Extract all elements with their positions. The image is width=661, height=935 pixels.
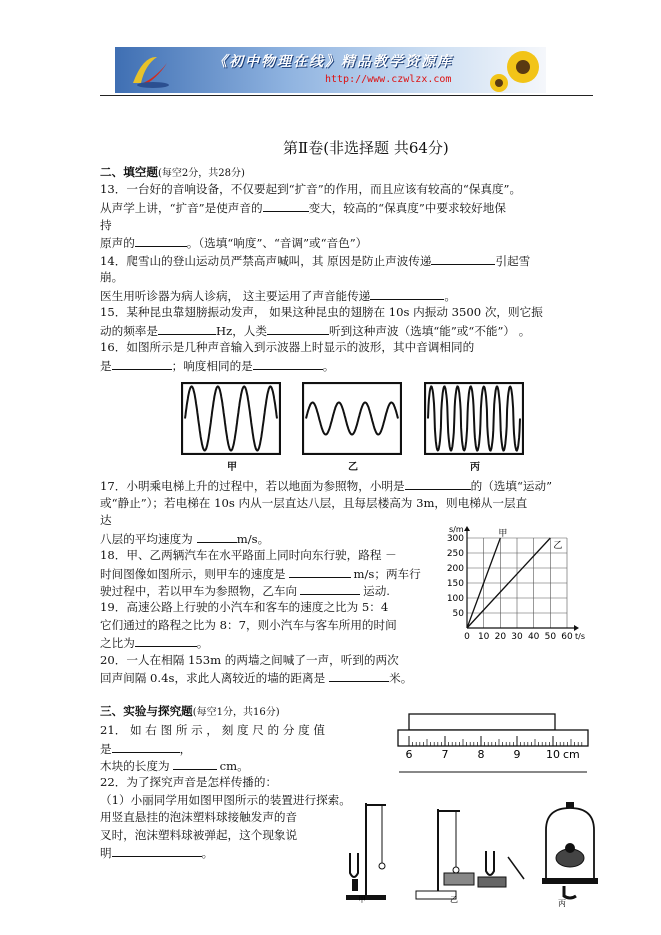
q17-text-b: 的（选填“运动” [470, 479, 553, 493]
q13-line2 [100, 200, 506, 216]
q16-text-b: ；响度相同的是 [171, 359, 253, 373]
q21-blank-1[interactable] [112, 741, 180, 753]
y-tick-label: 150 [446, 579, 464, 589]
x-tick-label: 20 [494, 632, 507, 642]
q14-text-a: 14．爬雪山的登山运动员严禁高声喊叫，其 原因是防止声波传递 [100, 254, 432, 268]
q14-text-c: 医生用听诊器为病人诊病， 这主要运用了声音能传递 [100, 289, 371, 303]
q21-text-a: 是 [100, 742, 112, 756]
banner-url[interactable]: http://www.czwlzx.com [325, 74, 452, 85]
q18-text-d: 运动. [363, 584, 390, 598]
q13-blank-1[interactable] [263, 200, 309, 212]
series-label-yi: 乙 [553, 541, 563, 551]
q22-line5 [100, 845, 213, 861]
q13-text-d: 。（选填“响度”、“音调”或“音色”） [186, 236, 368, 250]
q13-text-b: 变大，较高的“保真度”中要求较好地保 [308, 201, 506, 215]
q19-line2: 它们通过的路程之比为 8：7，则小汽车与客车所用的时间 [100, 618, 397, 632]
q17-text-c: 八层的平均速度为 [100, 532, 193, 546]
q14-line1 [100, 253, 530, 269]
q21-blank-2[interactable] [173, 758, 217, 770]
x-tick-label: 0 [464, 632, 470, 642]
apparatus-label-jia: 甲 [358, 895, 366, 903]
ruler-tick-label: 10 [546, 748, 560, 761]
q15-line2 [100, 323, 530, 339]
q16-line2 [100, 358, 334, 374]
wave-label-yi: 乙 [348, 462, 358, 473]
apparatus-bing [540, 800, 600, 908]
q18-line3 [100, 583, 390, 599]
q21-text-c: 木块的长度为 [100, 759, 170, 773]
q19-blank-1[interactable] [135, 635, 197, 647]
q19-line1: 19．高速公路上行驶的小汽车和客车的速度之比为 5：4 [100, 600, 389, 614]
q21-line1: 21． 如 右 图 所 示 ， 刻 度 尺 的 分 度 值 [100, 723, 325, 737]
banner [115, 47, 546, 93]
q21-text-d: cm。 [219, 759, 249, 773]
st-graph [440, 520, 585, 655]
y-tick-label: 200 [446, 564, 464, 574]
q17-text-d: m/s。 [236, 532, 270, 546]
q20-line2 [100, 670, 412, 686]
q13-line4 [100, 235, 367, 251]
q18-text-c: 驶过程中，若以甲车为参照物，乙车向 [100, 584, 298, 598]
q16-blank-1[interactable] [112, 358, 172, 370]
q13-text-c: 原声的 [100, 236, 135, 250]
series-label-jia: 甲 [498, 529, 508, 539]
apparatus-label-yi: 乙 [450, 895, 458, 903]
q22-line2: （1）小丽同学用如图甲图所示的装置进行探索。 [100, 793, 351, 807]
q14-line2: 崩。 [100, 270, 124, 284]
apparatus-label-bing: 丙 [558, 899, 566, 908]
q18-text-a: 时间图像如图所示，则甲车的速度是 [100, 567, 286, 581]
x-axis-label: t/s [575, 632, 585, 641]
q18-line2 [100, 566, 421, 582]
q18-text-b: m/s；两车行 [353, 567, 421, 581]
ruler-tick-label: 7 [441, 748, 449, 761]
q20-text-a: 回声间隔 0.4s，求此人离较近的墙的距离是 [100, 671, 326, 685]
q20-blank-1[interactable] [329, 670, 389, 682]
wooden-block [409, 714, 555, 730]
y-tick-label: 300 [446, 534, 464, 544]
q14-text-d: 。 [444, 289, 456, 303]
x-tick-label: 60 [561, 632, 573, 642]
ruler-tick-label: 6 [405, 748, 413, 761]
exp-heading-line [100, 704, 280, 720]
sunflower-icon [487, 47, 546, 93]
x-tick-label: 40 [527, 632, 540, 642]
q22-blank-1[interactable] [112, 845, 202, 857]
q17-line3: 达 [100, 513, 112, 527]
q13-blank-2[interactable] [135, 235, 187, 247]
q22-line4: 叉时，泡沫塑料球被弹起，这个现象说 [100, 828, 298, 842]
q14-blank-2[interactable] [370, 288, 444, 300]
q18-blank-1[interactable] [289, 566, 351, 578]
q16-blank-2[interactable] [253, 358, 323, 370]
x-axis-arrow [574, 625, 579, 631]
waveform-yi [302, 382, 402, 455]
q14-text-b: 引起雪 [495, 254, 531, 268]
q15-blank-1[interactable] [158, 323, 216, 335]
x-tick-label: 30 [511, 632, 523, 642]
banner-title: 《初中物理在线》精品教学资源库 [213, 54, 453, 70]
y-axis-arrow [464, 526, 470, 531]
y-axis-label: s/m [449, 525, 464, 534]
q21-line3 [100, 758, 249, 774]
fill-heading: 二、填空题 [100, 165, 158, 179]
exp-note: (每空1分，共16分) [192, 707, 280, 718]
q20-line1: 20．一人在相隔 153m 的两墙之间喊了一声，听到的两次 [100, 653, 399, 667]
q22-line3: 用竖直悬挂的泡沫塑料球接触发声的音 [100, 810, 298, 824]
q16-text-c: 。 [322, 359, 335, 373]
exp-heading: 三、实验与探究题 [100, 704, 193, 718]
q13-line1: 13．一台好的音响设备，不仅要起到“扩音”的作用，而且应该有较高的“保真度”。 [100, 182, 522, 196]
q19-text-a: 之比为 [100, 636, 135, 650]
ruler-unit: cm [563, 748, 580, 761]
header-rule [100, 95, 593, 96]
ruler-figure [395, 712, 595, 774]
q14-blank-1[interactable] [431, 253, 495, 265]
q16-line1: 16．如图所示是几种声音输入到示波器上时显示的波形，其中音调相同的 [100, 340, 475, 354]
q19-text-b: 。 [196, 636, 209, 650]
q21-text-b: ， [179, 742, 192, 756]
q22-text-a: 明 [100, 846, 112, 860]
q16-text-a: 是 [100, 359, 112, 373]
apparatus-jia-yi [338, 795, 528, 903]
q19-line3 [100, 635, 208, 651]
ruler-body [398, 730, 588, 746]
y-tick-label: 100 [446, 594, 464, 604]
x-tick-label: 10 [477, 632, 490, 642]
q17-blank-2[interactable] [197, 531, 237, 543]
wave-label-jia: 甲 [227, 462, 237, 473]
q15-line1: 15．某种昆虫靠翅膀振动发声， 如果这种昆虫的翅膀在 10s 内振动 3500 次，则它振 [100, 305, 543, 319]
q15-text-c: 听到这种声波（选填“能”或“不能”） 。 [329, 324, 531, 338]
q17-blank-1[interactable] [405, 478, 471, 490]
fill-note: (每空2分，共28分) [157, 168, 245, 179]
q18-line1: 18．甲、乙两辆汽车在水平路面上同时向东行驶，路程 － [100, 548, 397, 562]
y-tick-label: 50 [452, 609, 464, 619]
q17-line1 [100, 478, 552, 494]
ruler-tick-label: 8 [477, 748, 485, 761]
q15-text-b: Hz，人类 [215, 324, 267, 338]
q17-line4 [100, 531, 269, 547]
q14-line3 [100, 288, 456, 304]
q13-line3: 持 [100, 218, 112, 232]
q17-line2: 或“静止”）；若电梯在 10s 内从一层直达八层，且每层楼高为 3m，则电梯从一层直 [100, 496, 528, 510]
q17-text-a: 17．小明乘电梯上升的过程中，若以地面为参照物，小明是 [100, 479, 405, 493]
q15-text-a: 动的频率是 [100, 324, 158, 338]
q15-blank-2[interactable] [267, 323, 329, 335]
q18-blank-2[interactable] [300, 583, 360, 595]
x-tick-label: 50 [544, 632, 557, 642]
waveform-jia [181, 382, 281, 455]
q13-text-a: 从声学上讲，“扩音”是使声音的 [100, 201, 263, 215]
ruler-tick-label: 9 [513, 748, 521, 761]
fill-heading-line [100, 165, 245, 181]
q22-line1: 22．为了探究声音是怎样传播的： [100, 775, 278, 789]
wave-label-bing: 丙 [470, 462, 480, 473]
waveform-bing [424, 382, 524, 455]
section-title: 第Ⅱ卷(非选择题 共64分) [283, 139, 449, 157]
q21-line2 [100, 741, 191, 757]
logo-icon [123, 51, 173, 89]
y-tick-label: 250 [446, 549, 464, 559]
q20-text-b: 米。 [389, 671, 413, 685]
q22-text-b: 。 [201, 846, 214, 860]
